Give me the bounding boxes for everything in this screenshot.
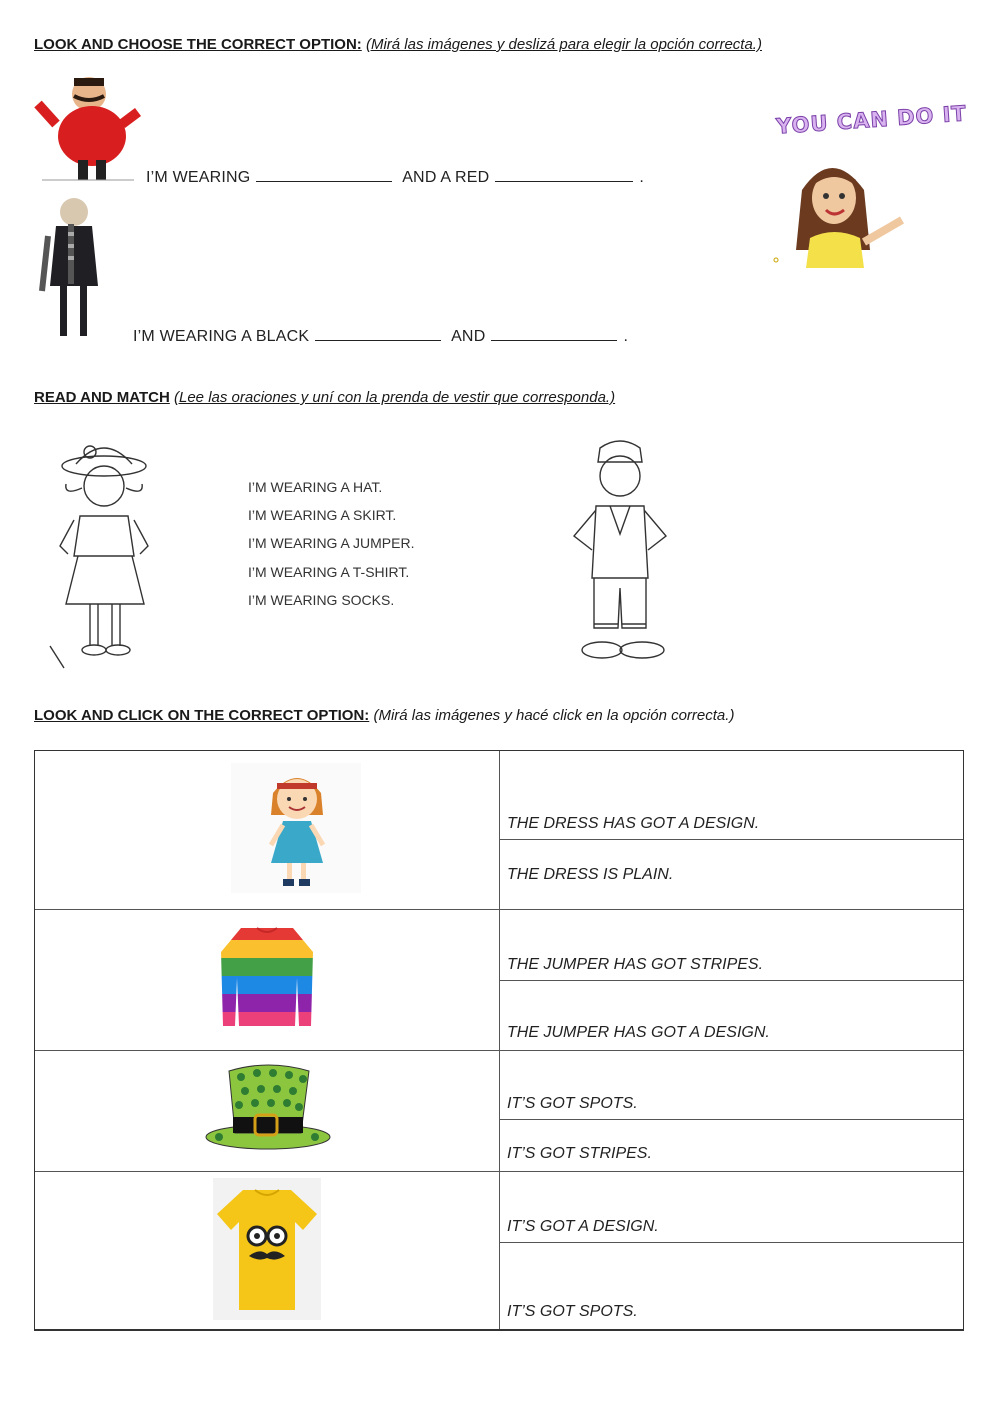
- match-sentence-2[interactable]: I’M WEARING A SKIRT.: [248, 507, 397, 523]
- section1-instruction: (Mirá las imágenes y deslizá para elegir la opción correcta.): [365, 36, 762, 53]
- section3-title: LOOK AND CLICK ON THE CORRECT OPTION:: [34, 707, 370, 724]
- option-dress-design[interactable]: THE DRESS HAS GOT A DESIGN.: [500, 751, 963, 840]
- blank-2b[interactable]: [491, 326, 617, 341]
- match-sentence-4[interactable]: I’M WEARING A T-SHIRT.: [248, 564, 410, 580]
- option-hat-spots[interactable]: IT’S GOT SPOTS.: [500, 1051, 963, 1120]
- section2-heading: [34, 389, 615, 406]
- table-row: [35, 751, 963, 910]
- option-hat-stripes[interactable]: IT’S GOT STRIPES.: [507, 1145, 652, 1162]
- match-sentence-1[interactable]: I’M WEARING A HAT.: [248, 479, 383, 495]
- option-jumper-stripes[interactable]: THE JUMPER HAS GOT STRIPES.: [500, 910, 963, 981]
- spotted-hat-image: [205, 1061, 331, 1151]
- match-sentence-5[interactable]: I’M WEARING SOCKS.: [248, 592, 395, 608]
- sentence-2-end: .: [623, 328, 629, 345]
- table-image-cell: [35, 910, 500, 1050]
- section2-instruction: (Lee las oraciones y uní con la prenda de vestir que corresponda.): [174, 389, 616, 406]
- table-row: [35, 1172, 963, 1329]
- man-black-coat-image: [38, 196, 112, 342]
- table-image-cell: [35, 1051, 500, 1171]
- options-table: [34, 750, 964, 1331]
- option-dress-plain[interactable]: THE DRESS IS PLAIN.: [507, 865, 674, 883]
- design-tshirt-image: [213, 1178, 321, 1320]
- sentence-1-part-a: I’M WEARING: [146, 169, 251, 186]
- table-image-cell: [35, 1172, 500, 1329]
- table-row: [35, 910, 963, 1051]
- teacher-avatar-image: [772, 150, 922, 270]
- match-sentence-3[interactable]: I’M WEARING A JUMPER.: [248, 535, 415, 551]
- sentence-2-part-b: AND: [451, 328, 486, 345]
- boy-outline-image: [566, 438, 674, 668]
- table-row: [35, 1051, 963, 1172]
- section2-title: READ AND MATCH: [34, 389, 170, 406]
- option-jumper-design[interactable]: THE JUMPER HAS GOT A DESIGN.: [507, 1024, 770, 1041]
- table-image-cell: [35, 751, 500, 909]
- sentence-1: [146, 167, 644, 187]
- blank-2a[interactable]: [315, 326, 441, 341]
- striped-jumper-image: [219, 922, 315, 1034]
- sentence-1-end: .: [639, 169, 645, 186]
- sentence-2: [133, 326, 628, 346]
- option-tshirt-design[interactable]: IT’S GOT A DESIGN.: [500, 1172, 963, 1243]
- girl-dress-image: [231, 763, 361, 893]
- section3-heading: [34, 707, 734, 724]
- option-tshirt-spots[interactable]: IT’S GOT SPOTS.: [507, 1303, 638, 1320]
- sentence-1-part-b: AND A RED: [402, 169, 490, 186]
- section1-title: LOOK AND CHOOSE THE CORRECT OPTION:: [34, 36, 362, 53]
- you-can-do-it-badge: YOU CAN DO IT: [775, 101, 968, 139]
- girl-outline-image: [46, 436, 162, 672]
- blank-1a[interactable]: [256, 167, 392, 182]
- section3-instruction: (Mirá las imágenes y hacé click en la opción correcta.): [373, 707, 735, 724]
- section1-heading: [34, 36, 762, 53]
- sentence-2-part-a: I’M WEARING A BLACK: [133, 328, 310, 345]
- blank-1b[interactable]: [495, 167, 633, 182]
- man-red-shirt-image: [34, 64, 144, 184]
